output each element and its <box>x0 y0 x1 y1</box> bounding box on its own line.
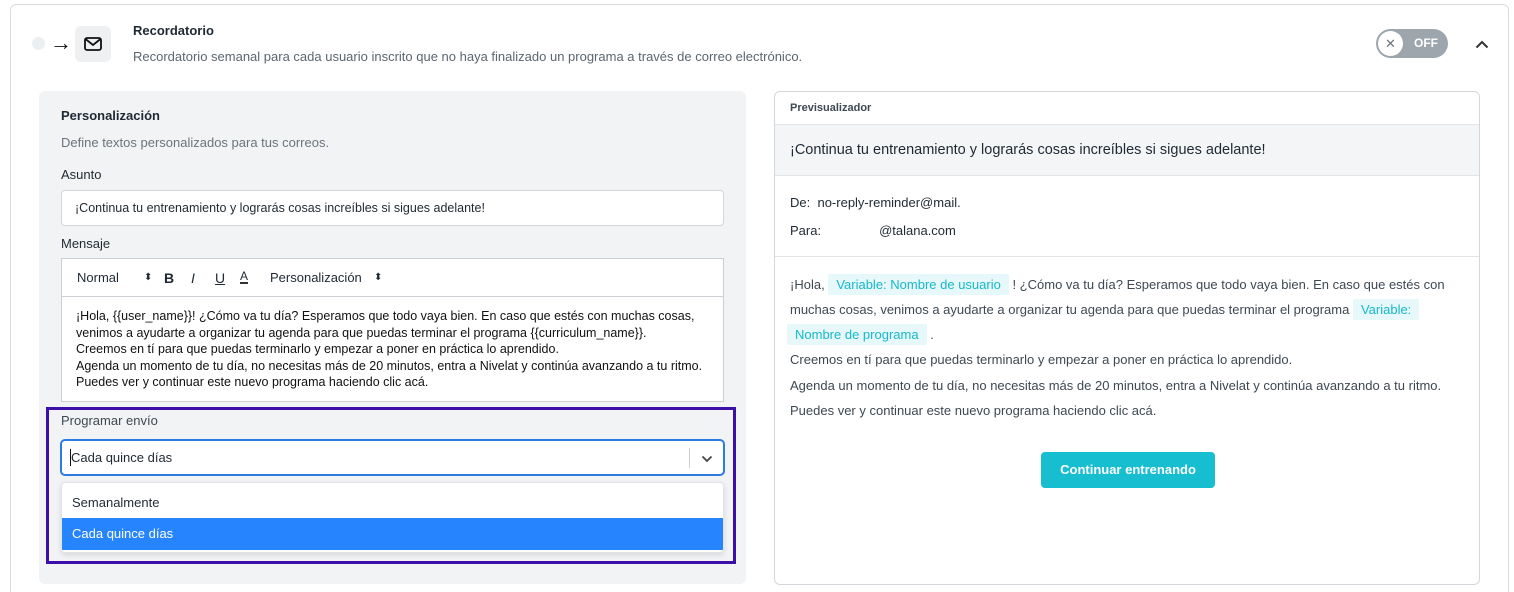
format-select[interactable]: Normal <box>77 270 119 285</box>
chevron-up-icon <box>1475 40 1489 49</box>
to-label: Para: <box>790 223 822 238</box>
message-line: venimos a ayudarte a organizar tu agenda para que puedas terminar el programa {{curriculum_name}}. <box>76 325 647 340</box>
message-line: ¡Hola, {{user_name}}! ¿Cómo va tu día? Esperamos que todo vaya bien. En caso que estés con muchas cosas, <box>76 309 695 323</box>
schedule-label: Programar envío <box>61 413 158 428</box>
schedule-select[interactable] <box>61 440 724 475</box>
schedule-option-biweekly[interactable]: Cada quince días <box>62 518 723 550</box>
format-chevron-icon: ⬍ <box>144 272 153 283</box>
enable-toggle[interactable] <box>1376 29 1448 58</box>
select-separator <box>689 448 690 468</box>
editor-toolbar <box>62 259 723 297</box>
message-body[interactable] <box>62 297 723 391</box>
continue-training-button[interactable]: Continuar entrenando <box>1041 452 1215 488</box>
status-dot <box>32 37 45 50</box>
body-text: muchas cosas, venimos a ayudarte a organizar tu agenda para que puedas terminar el programa <box>790 302 1350 317</box>
schedule-dropdown <box>61 482 724 553</box>
personalization-select[interactable]: Personalización <box>270 270 362 285</box>
arrow-right-icon: → <box>50 30 72 55</box>
preview-body-line <box>787 327 934 342</box>
personalization-title: Personalización <box>61 108 160 123</box>
variable-chip-user: Variable: Nombre de usuario <box>828 274 1009 295</box>
preview-from <box>790 195 961 210</box>
chevron-down-icon[interactable] <box>698 450 716 468</box>
personalization-chevron-icon: ⬍ <box>374 272 383 283</box>
text-color-button[interactable]: A <box>240 269 249 283</box>
variable-chip-program-2: Nombre de programa <box>787 324 927 345</box>
card-description: Recordatorio semanal para cada usuario inscrito que no haya finalizado un programa a través de correo electrónico. <box>133 49 803 64</box>
preview-to <box>790 223 956 238</box>
preview-title: Previsualizador <box>790 102 872 114</box>
preview-header <box>775 92 1479 125</box>
preview-subject-band <box>775 125 1479 176</box>
preview-body-line: Creemos en tí para que puedas terminarlo y empezar a poner en práctica lo aprendido. <box>790 352 1293 367</box>
preview-subject: ¡Continua tu entrenamiento y lograrás cosas increíbles si sigues adelante! <box>790 142 1266 158</box>
to-value: @talana.com <box>879 223 956 238</box>
body-text: ! ¿Cómo va tu día? Esperamos que todo vaya bien. En caso que estés con <box>1012 277 1445 292</box>
schedule-option-weekly[interactable]: Semanalmente <box>72 495 160 510</box>
schedule-selected-value: Cada quince días <box>71 450 173 465</box>
subject-input[interactable]: ¡Continua tu entrenamiento y lograrás cosas increíbles si sigues adelante! <box>61 190 724 226</box>
message-line: Creemos en tí para que puedas terminarlo y empezar a poner en práctica lo aprendido. <box>76 342 559 357</box>
underline-button[interactable]: U <box>215 270 226 286</box>
personalization-description: Define textos personalizados para tus correos. <box>61 135 330 150</box>
toggle-label: OFF <box>1414 36 1438 50</box>
preview-body-line <box>790 277 1445 292</box>
mail-icon <box>75 26 111 62</box>
italic-button[interactable]: I <box>191 270 195 286</box>
close-icon: ✕ <box>1378 31 1403 56</box>
preview-panel <box>774 91 1480 585</box>
collapse-button[interactable] <box>1472 34 1492 54</box>
message-line: Agenda un momento de tu día, no necesitas más de 20 minutos, entra a Nivelat y continúa avanzando a tu ritmo. <box>76 358 703 373</box>
card-title: Recordatorio <box>133 23 214 38</box>
preview-body-line <box>790 302 1419 317</box>
preview-body-line: Agenda un momento de tu día, no necesitas más de 20 minutos, entra a Nivelat y continúa avanzando a tu ritmo. <box>790 378 1442 393</box>
preview-body-line: Puedes ver y continuar este nuevo programa haciendo clic acá. <box>790 403 1157 418</box>
body-text: ¡Hola, <box>790 277 825 292</box>
from-value: no-reply-reminder@mail. <box>817 195 961 210</box>
variable-chip-program-1: Variable: <box>1353 299 1419 320</box>
body-text: . <box>930 327 934 342</box>
preview-separator <box>775 256 1479 257</box>
message-line: Puedes ver y continuar este nuevo programa haciendo clic acá. <box>76 375 429 390</box>
from-label: De: <box>790 195 811 210</box>
subject-label: Asunto <box>61 167 102 182</box>
bold-button[interactable]: B <box>164 270 175 286</box>
message-label: Mensaje <box>61 236 111 251</box>
message-editor[interactable] <box>61 258 724 402</box>
